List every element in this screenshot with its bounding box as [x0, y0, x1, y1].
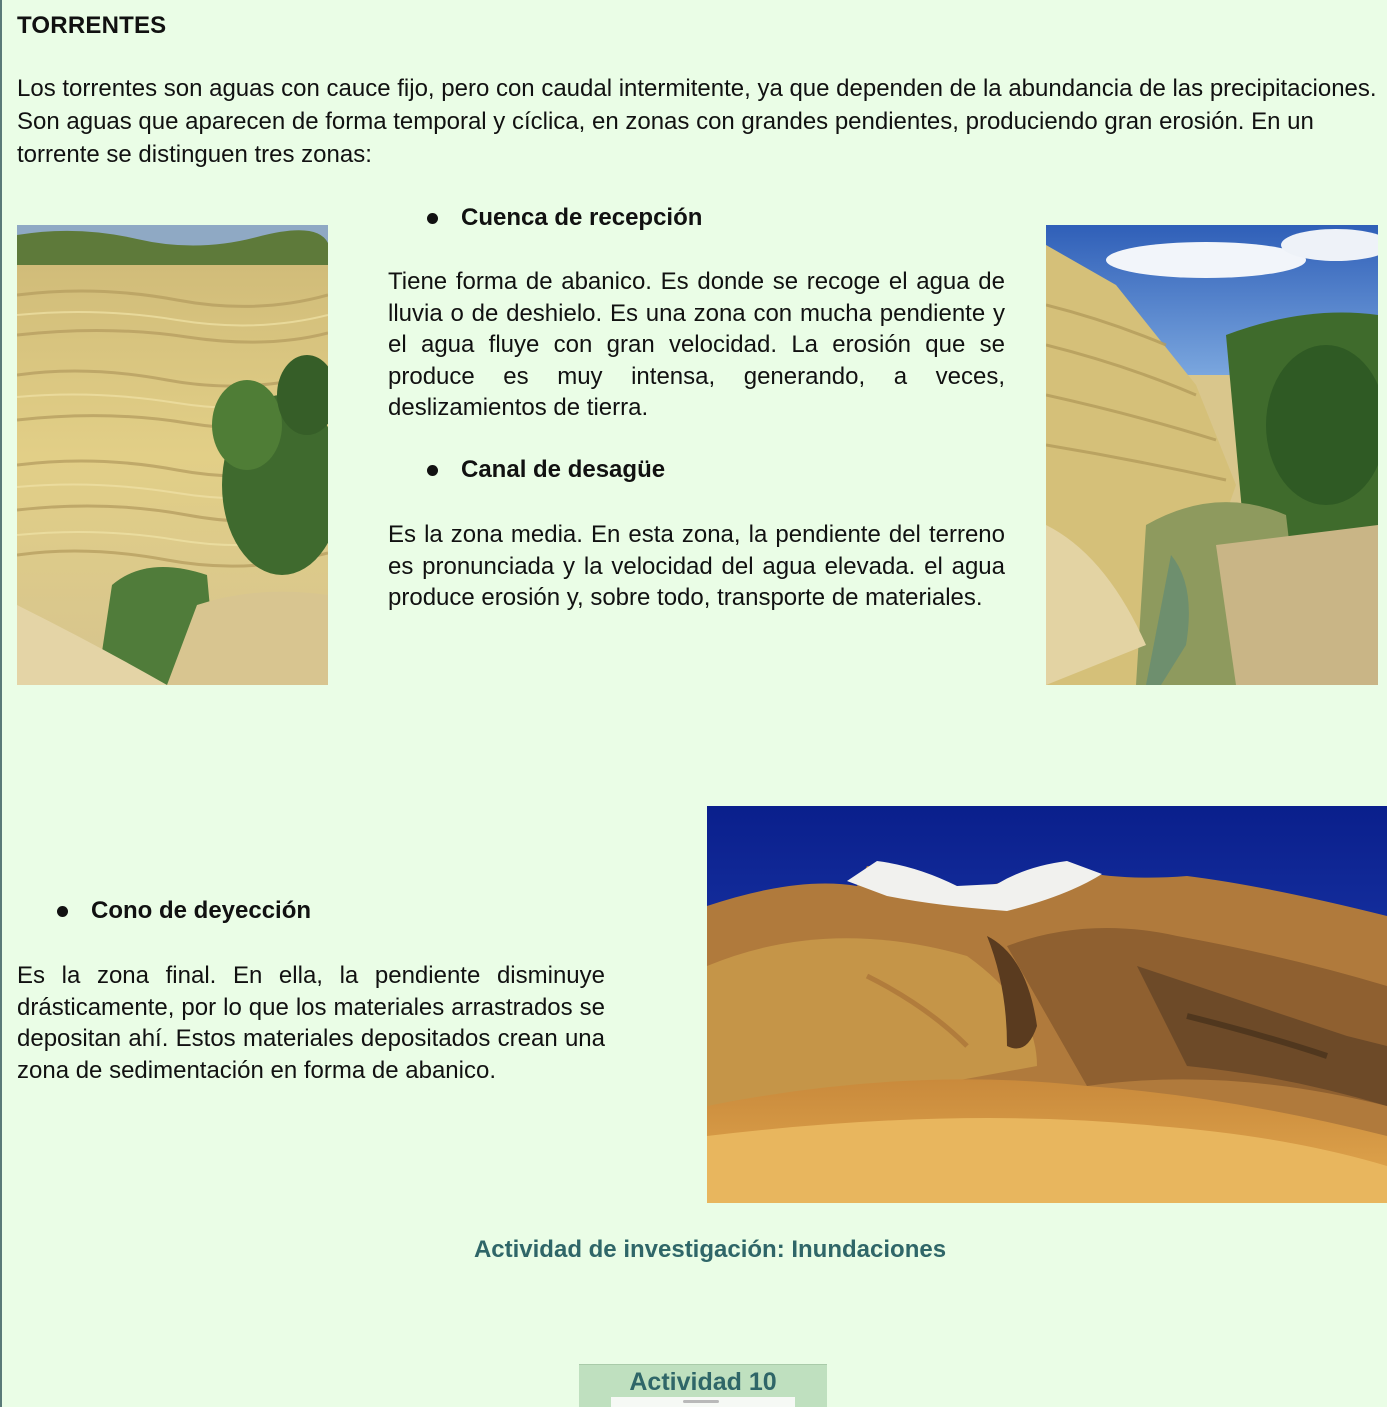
zone-text-canal: Es la zona media. En esta zona, la pendiente del terreno es pronunciada y la velocidad del agua elevada. el agua produce erosión y, sobre todo, transporte de materiales.	[388, 521, 1005, 611]
bullet-icon	[57, 906, 68, 917]
zone-text-cuenca: Tiene forma de abanico. Es donde se recoge el agua de lluvia o de deshielo. Es una zona con mucha pendiente y el agua fluye con gran velocidad. La erosión que se produce es muy intensa, generando, a veces, deslizamientos de tierra.	[388, 268, 1005, 421]
bullet-icon	[427, 465, 438, 476]
activity-10-button[interactable]: Actividad 10	[579, 1364, 827, 1407]
page-title: TORRENTES	[17, 12, 167, 39]
zone-heading-canal	[427, 456, 665, 484]
zone-heading-label: Cuenca de recepción	[461, 204, 703, 231]
cliff-gully-photo	[17, 225, 328, 685]
zone-text-cono: Es la zona final. En ella, la pendiente disminuye drásticamente, por lo que los materiales arrastrados se depositan ahí. Estos materiales depositados crean una zona de sedimentación en forma de abanico.	[17, 962, 605, 1084]
zone-heading-cuenca	[427, 204, 702, 232]
stream-channel-photo	[1046, 225, 1378, 685]
intro-paragraph: Los torrentes son aguas con cauce fijo, pero con caudal intermitente, ya que dependen de la abundancia de las precipitaciones. Son aguas que aparecen de forma temporal y cíclica, en zonas con grandes pendientes, produciendo gran erosión. En un torrente se distinguen tres zonas:	[17, 75, 1377, 168]
preview-thumbnail-icon	[683, 1400, 719, 1403]
zone-heading-label: Canal de desagüe	[461, 456, 666, 483]
zone-heading-cono	[57, 897, 311, 925]
bullet-icon	[427, 213, 438, 224]
zone-heading-label: Cono de deyección	[91, 897, 312, 924]
alluvial-fan-photo	[707, 806, 1387, 1203]
research-activity-link[interactable]: Actividad de investigación: Inundaciones	[473, 1236, 947, 1263]
activity-preview-strip	[611, 1397, 795, 1407]
